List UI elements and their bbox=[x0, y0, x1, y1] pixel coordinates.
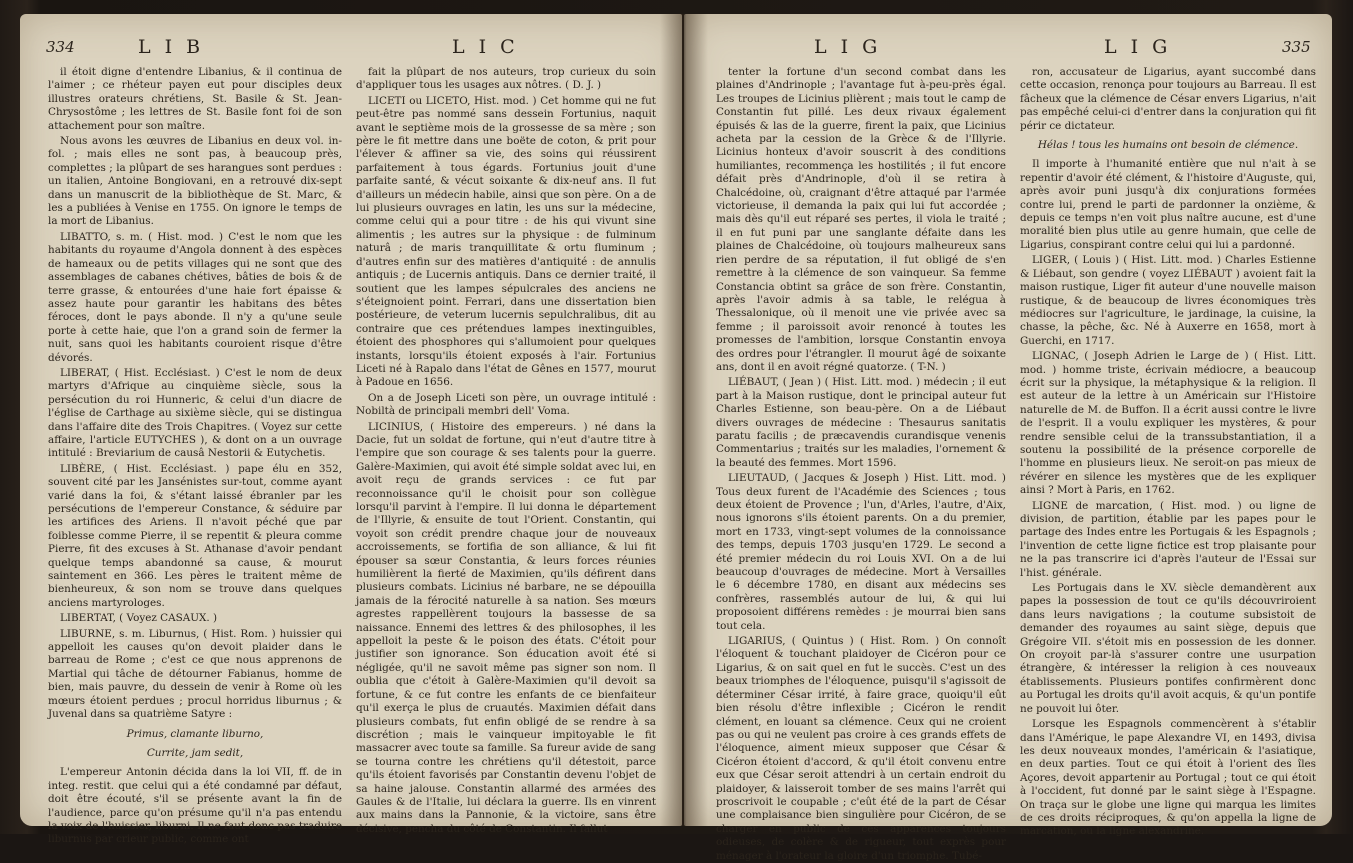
paragraph: Lorsque les Espagnols commencèrent à s'établir dans l'Amérique, le pape Alexandre VI, en 1493, divisa les deux nouveaux mondes, l'américain & l'asiatique, en deux parties. Tout ce qui étoit à l'orient des îles Açores, devoit appartenir au Portugal ; tout ce qui étoit à l'occident, fut donné par le saint siège à l'Espagne. On traça sur le globe une ligne qui marqua les limites de ces droits réciproques, & qu'on appella la ligne de marcation, ou la ligne alexandrine. bbox=[1020, 718, 1316, 838]
verse-line-1: Primus, clamante liburno, bbox=[126, 727, 264, 740]
entry-liburne: LIBURNE, s. m. Liburnus, ( Hist. Rom. ) huissier qui appelloit les causes qu'on devoit plaider dans le barreau de Rome ; c'est ce que nous apprenons de Martial qui tâche de détourner Fabianus, homme de bien, mais pauvre, du dessein de venir à Rome où les mœurs étoient perdues ; procul horridus liburnus ; & Juvenal dans sa quatrième Satyre : bbox=[48, 627, 342, 721]
right-head-word-2: LIG bbox=[1104, 36, 1182, 58]
entry-ligarius: LIGARIUS, ( Quintus ) ( Hist. Rom. ) On connoît l'éloquent & touchant plaidoyer de Cicéron pour ce Ligarius, & on sait quel en fut le succès. C'est un des beaux triomphes de l'éloquence, puisqu'il s'agissoit de déterminer César irrité, à faire grace, quoiqu'il eût bien résolu d'être inflexible ; Cicéron le rendit clément, en louant sa clémence. Ceux qui ne croient pas ou qui ne veulent pas croire à ces grands effets de l'éloquence, aiment mieux supposer que César & Cicéron étoient d'accord, & qu'il étoit convenu entre eux que César seroit attendri à un certain endroit du plaidoyer, & laisseroit tomber de ses mains l'arrêt qui proscrivoit le coupable ; c'eût été de la part de César une complaisance bien singulière pour Cicéron, de se charger en public de ces apparences toujours odieuses, de colère & de rigueur, tout exprès pour ménager à l'orateur la gloire d'un triomphe. Tubé- bbox=[716, 635, 1006, 862]
entry-licinius: LICINIUS, ( Histoire des empereurs. ) né dans la Dacie, fut un soldat de fortune, qui n'eut d'autre titre à l'empire que son courage & ses talents pour la guerre. Galère-Maximien, qui avoit été simple soldat avec lui, en avoit reçu de grands services : ce fut par reconnoissance qu'il le choisit pour son collègue lorsqu'il parvint à l'empire. Il lui donna le département de l'Illyrie, & ensuite de tout l'Orient. Constantin, qui voyoit son crédit prendre chaque jour de nouveaux accroissements, se fortifia de son alliance, & lui fit épouser sa sœur Constantia, & leurs forces réunies humilièrent la fierté de Maximien, qu'ils défirent dans plusieurs combats. Licinius né barbare, ne se dépouilla jamais de la férocité naturelle à sa nation. Ses mœurs agrestes rappellèrent toujours la bassesse de sa naissance. Ennemi des lettres & des philosophes, il les appelloit la peste & le poison des états. C'étoit pour justifier son ignorance. Son éducation avoit été si négligée, qu'il ne savoit même pas signer son nom. Il oublia que c'étoit à Galère-Maximien qu'il devoit sa fortune, & ce fut contre les enfants de ce bienfaiteur qu'il exerça le plus de cruautés. Maximien défait dans plusieurs combats, fut enfin obligé de se rendre à sa discrétion ; mais le vainqueur impitoyable le fit massacrer avec toute sa famille. Sa fureur avide de sang se tourna contre les chrétiens qu'il détestoit, parce qu'ils étoient favorisés par Constantin devenu l'objet de sa haine jalouse. Constantin allarmé des armées des Gaules & de l'Italie, lui déclara la guerre. Ils en vinrent aux mains dans la Pannonie, & la victoire, sans être décisive, pencha du côté de Constantin. Il fallut bbox=[356, 420, 656, 835]
paragraph: tenter la fortune d'un second combat dans les plaines d'Andrinople ; l'avantage fut à-peu-près égal. Les troupes de Licinius plièrent ; mais tout le camp de Constantin fut pillé. Les deux rivaux également épuisés & las de la guerre, firent la paix, que Licinius acheta par la cession de la Grèce & de l'Illyrie. Licinius honteux d'avoir souscrit à des conditions humiliantes, recommença les hostilités ; il fut encore défait près d'Andrinople, d'où il se retira à Chalcédoine, où, craignant d'être attaqué par l'armée victorieuse, il demanda la paix qui lui fut accordée ; mais dès qu'il eut réparé ses pertes, il viola le traité ; il en fut puni par une sanglante défaite dans les plaines de Chalcédoine, où toujours malheureux sans rien perdre de sa réputation, il fut obligé de s'en remettre à la clémence de son vainqueur. Sa femme Constancia obtint sa grâce de son frère. Constantin, après l'avoir admis à sa table, le relégua à Thessalonique, où il menoit une vie privée avec sa femme ; il paroissoit avoir renoncé à toutes les promesses de l'ambition, lorsque Constantin envoya des ordres pour l'étrangler. Il mourut âgé de soixante ans, dont il en avoit régné quatorze. ( T-N. ) bbox=[716, 66, 1006, 373]
paragraph: il étoit digne d'entendre Libanius, & il continua de l'aimer ; ce rhéteur payen eut pour disciples deux illustres orateurs chrétiens, St. Basile & St. Jean-Chrysostôme ; les lettres de St. Basile font foi de son attachement pour son maître. bbox=[48, 66, 342, 132]
right-page bbox=[684, 14, 1332, 862]
paragraph: Nous avons les œuvres de Libanius en deux vol. in-fol. ; mais elles ne sont pas, à beaucoup près, complettes ; la plûpart de ses harangues sont perdues : un italien, Antoine Bongiovani, en a retrouvé dix-sept dans un manuscrit de la bibliothèque de St. Marc, & les a publiées à Venise en 1755. On ignore le temps de la mort de Libanius. bbox=[48, 135, 342, 228]
left-head-word-2: LIC bbox=[452, 36, 529, 58]
entry-liceti: LICETI ou LICETO, Hist. mod. ) Cet homme qui ne fut peut-être pas nommé sans dessein Fortunius, naquit avant le septième mois de la grossesse de sa mère ; son père le fit mettre dans une boëte de coton, & prit pour l'élever & affiner sa vie, des soins qui réussirent parfaitement à tous égards. Fortunius jouit d'une parfaite santé, & vécut soixante & dix-neuf ans. Il fut d'ailleurs un médecin habile, ainsi que son père. On a de lui plusieurs ouvrages en latin, les uns sur la médecine, comme celui qui a pour titre : de his qui vivunt sine alimentis ; les autres sur la physique : de fulminum naturâ ; de maris tranquillitate & ortu fluminum ; d'autres enfin sur des matières d'antiquité : de annulis antiquis ; de Lucernis antiquis. Dans ce dernier traité, il soutient que les lampes sépulcrales des anciens ne s'éteignoient point. Ferrari, dans une dissertation bien postérieure, de veterum lucernis sepulchralibus, dit au contraire que ces prétendues lampes inextinguibles, étoient des phosphores qui s'allumoient pour quelques instants, lorsqu'ils étoient exposés à l'air. Fortunius Liceti né à Rapalo dans l'état de Gênes en 1577, mourut à Padoue en 1656. bbox=[356, 94, 656, 389]
left-page bbox=[20, 14, 682, 846]
right-folio: 335 bbox=[1282, 38, 1311, 56]
left-folio: 334 bbox=[46, 38, 75, 56]
right-head-word-1: LIG bbox=[814, 36, 892, 58]
right-page-column-2 bbox=[1020, 66, 1316, 838]
verse-line-2: Currite, jam sedit, bbox=[146, 746, 244, 759]
verse-line: Hélas ! tous les humains ont besoin de clémence. bbox=[1037, 139, 1299, 152]
left-head-word-1: LIB bbox=[138, 36, 215, 58]
paragraph: Les Portugais dans le XV. siècle demandèrent aux papes la possession de tout ce qu'ils découvriroient dans leurs navigations ; la coutume subsistoit de demander des royaumes au saint siège, depuis que Grégoire VII. s'étoit mis en possession de les donner. On croyoit par-là s'assurer contre une usurpation étrangère, & intéresser la religion à ces nouveaux établissements. Plusieurs pontifes confirmèrent donc au Portugal les droits qu'il avoit acquis, & qu'un pontife ne pouvoit lui ôter. bbox=[1020, 582, 1316, 715]
entry-lieutaud: LIEUTAUD, ( Jacques & Joseph ) Hist. Litt. mod. ) Tous deux furent de l'Académie des Sciences ; tous deux étoient de Provence ; l'un, d'Arles, l'autre, d'Aix, nous ignorons s'ils étoient parents. On a du premier, mort en 1733, vingt-sept volumes de la connoissance des temps, depuis 1703 jusqu'en 1729. Le second a été premier médecin du roi Louis XVI. On a de lui beaucoup d'ouvrages de médecine. Mort à Versailles le 6 décembre 1780, en disant aux médecins ses confrères, rassemblés autour de lui, & qui lui proposoient différens remèdes : je mourrai bien sans tout cela. bbox=[716, 472, 1006, 632]
paragraph: On a de Joseph Liceti son père, un ouvrage intitulé : Nobiltà de principali membri dell' Voma. bbox=[356, 391, 656, 418]
entry-libere: LIBÈRE, ( Hist. Ecclésiast. ) pape élu en 352, souvent cité par les Jansénistes sur-tout, comme ayant varié dans la foi, & s'étant laissé ébranler par les persécutions de l'empereur Constance, & séduire par les artifices des Ariens. Il n'avoit péché que par foiblesse comme Pierre, il se repentit & pleura comme Pierre, fit des excuses à St. Athanase d'avoir pendant quelque temps abandonné sa cause, & mourut saintement en 366. Les pères le traitent même de bienheureux, & son nom se trouve dans quelques anciens martyrologes. bbox=[48, 462, 342, 609]
entry-lignac: LIGNAC, ( Joseph Adrien le Large de ) ( Hist. Litt. mod. ) homme triste, écrivain médiocre, a beaucoup écrit sur la physique, la métaphysique & la religion. Il est auteur de la lettre à un Américain sur l'Histoire naturelle de M. de Buffon. Il a écrit aussi contre le livre de l'esprit. Il a voulu expliquer les mystères, & pour rendre sensible celui de la transsubstantiation, il a soutenu la possibilité de la présence corporelle de l'homme en plusieurs lieux. Ne seroit-on pas mieux de révérer en silence les mystères que de les expliquer ainsi ? Mort à Paris, en 1762. bbox=[1020, 350, 1316, 497]
entry-ligne: LIGNE de marcation, ( Hist. mod. ) ou ligne de division, de partition, établie par les papes pour le partage des Indes entre les Portugais & les Espagnols ; l'invention de cette ligne fictice est trop plaisante pour ne la pas transcrire ici d'après l'auteur de l'Essai sur l'hist. générale. bbox=[1020, 499, 1316, 579]
entry-libertat: LIBERTAT, ( Voyez CASAUX. ) bbox=[60, 612, 218, 625]
entry-liberat: LIBERAT, ( Hist. Ecclésiast. ) C'est le nom de deux martyrs d'Afrique au cinquième siècle, sous la persécution du roi Hunneric, & celui d'un diacre de l'église de Carthage au sixième siècle, qui se distingua dans l'affaire dite des Trois Chapitres. ( Voyez sur cette affaire, l'article EUTYCHES ), & dont on a un ouvrage intitulé : Breviarium de causâ Nestorii & Eutychetis. bbox=[48, 366, 342, 460]
paragraph: L'empereur Antonin décida dans la loi VII, ff. de in integ. restit. que celui qui a été condamné par défaut, doit être écouté, s'il se présente avant la fin de l'audience, parce qu'on présume qu'il n'a pas entendu la voix de l'huissier, liburni. Il ne faut donc pas traduire liburnus par crieur public, comme ont bbox=[48, 766, 342, 846]
book-gutter bbox=[660, 14, 708, 826]
entry-libatto: LIBATTO, s. m. ( Hist. mod. ) C'est le nom que les habitants du royaume d'Angola donnent à des espèces de hameaux ou de petits villages qui ne sont que des assemblages de cabanes chétives, bâties de bois & de terre grasse, & entourées d'une haie fort épaisse & assez haute pour garantir les habitans des bêtes féroces, dont le pays abonde. Il n'y a qu'une seule porte à cette haie, que l'on a grand soin de fermer la nuit, sans quoi les habitants couroient risque d'être dévorés. bbox=[48, 230, 342, 364]
right-page-column-1 bbox=[716, 66, 1006, 862]
left-page-column-1 bbox=[48, 66, 342, 846]
paragraph: ron, accusateur de Ligarius, ayant succombé dans cette occasion, renonça pour toujours au Barreau. Il est fâcheux que la clémence de César envers Ligarius, n'ait pas empêché celui-ci d'entrer dans la conjuration qui fit périr ce dictateur. bbox=[1020, 66, 1316, 132]
entry-liger: LIGER, ( Louis ) ( Hist. Litt. mod. ) Charles Estienne & Liébaut, son gendre ( voyez LIÉBAUT ) avoient fait la maison rustique, Liger fit auteur d'une nouvelle maison rustique, & de beaucoup de livres économiques très médiocres sur l'agriculture, le jardinage, la cuisine, la chasse, la pêche, &c. Né à Auxerre en 1658, mort à Guerchi, en 1717. bbox=[1020, 254, 1316, 347]
paragraph: fait la plûpart de nos auteurs, trop curieux du soin d'appliquer tous les usages aux nôtres. ( D. J. ) bbox=[356, 66, 656, 92]
paragraph: Il importe à l'humanité entière que nul n'ait à se repentir d'avoir été clément, & l'histoire d'Auguste, qui, après avoir puni jusqu'à dix conjurations formées contre lui, prend le parti de pardonner la onzième, & depuis ce temps n'en voit plus naître aucune, est d'une moralité bien plus utile au genre humain, que celle de Ligarius, conspirant contre celui qui lui a pardonné. bbox=[1020, 158, 1316, 251]
entry-liebaut: LIÉBAUT, ( Jean ) ( Hist. Litt. mod. ) médecin ; il eut part à la Maison rustique, dont le principal auteur fut Charles Estienne, son beau-père. On a de Liébaut divers ouvrages de médecine : Thesaurus sanitatis paratu facilis ; de præcavendis curandisque venenis Commentarius ; traités sur les maladies, l'ornement & la beauté des femmes. Mort 1596. bbox=[716, 376, 1006, 469]
left-page-column-2 bbox=[356, 66, 656, 835]
